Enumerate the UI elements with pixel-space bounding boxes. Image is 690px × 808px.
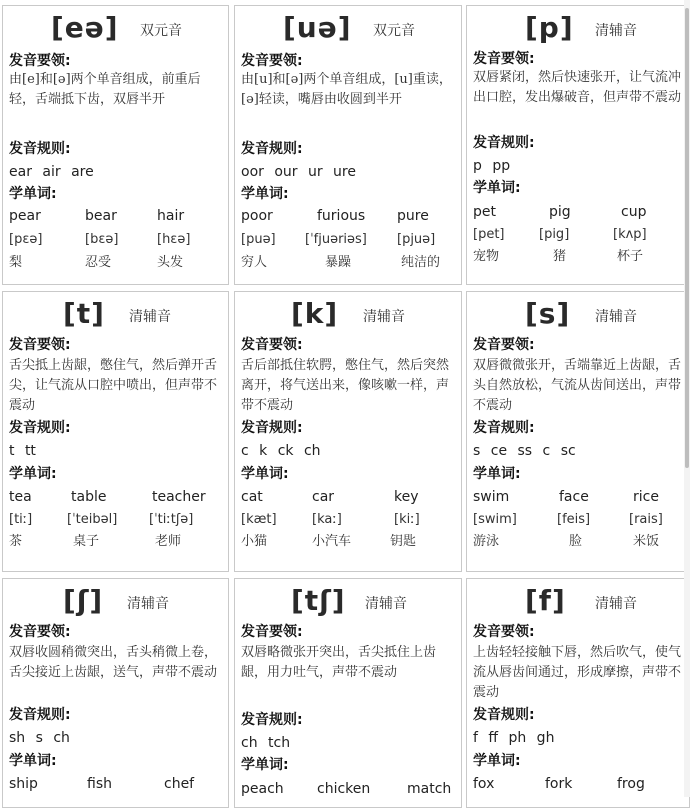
meaning: 暴躁 xyxy=(325,255,352,270)
tips-text: 由[u]和[ə]两个单音组成，[u]重读，[ə]轻读，嘴唇由收圆到半开 xyxy=(241,72,452,107)
phonetic-row xyxy=(9,230,228,250)
card-header xyxy=(235,6,461,48)
phoneme-type: 清辅音 xyxy=(595,596,637,612)
word: face xyxy=(559,489,589,505)
phoneme-card-t xyxy=(2,291,229,572)
rules-label: 发音规则: xyxy=(241,712,303,728)
rules-label: 发音规则: xyxy=(9,420,71,436)
phonetic: [pet] xyxy=(473,227,505,242)
tips-text: 由[e]和[ə]两个单音组成，前重后轻，舌端抵下齿，双唇半开 xyxy=(9,72,201,107)
word: rice xyxy=(633,489,659,505)
word-row xyxy=(473,202,689,222)
phonetic: [puə] xyxy=(241,232,276,247)
phonetic-row xyxy=(241,510,461,530)
word: peach xyxy=(241,781,284,797)
tips-text: 舌尖抵上齿龈，憋住气，然后弹开舌尖，让气流从口腔中喷出，但声带不震动 xyxy=(9,358,218,413)
meaning: 老师 xyxy=(155,534,182,549)
meaning: 梨 xyxy=(9,255,23,270)
word: swim xyxy=(473,489,510,505)
word: ship xyxy=(9,776,38,792)
words-label: 学单词: xyxy=(241,466,289,482)
phoneme-symbol: [eə] xyxy=(51,11,119,44)
meaning-row xyxy=(9,532,228,552)
rules-label: 发音规则: xyxy=(9,141,71,157)
word: pure xyxy=(397,208,429,224)
rules-label: 发音规则: xyxy=(241,141,303,157)
phoneme-type: 清辅音 xyxy=(595,309,637,325)
word: pet xyxy=(473,204,496,220)
phoneme-type: 清辅音 xyxy=(127,596,169,612)
meaning: 桌子 xyxy=(73,534,100,549)
scrollbar[interactable] xyxy=(684,0,690,797)
rules-text: s ce ss c sc xyxy=(473,443,576,459)
phonetic: [kʌp] xyxy=(613,227,647,242)
word: table xyxy=(71,489,107,505)
words-label: 学单词: xyxy=(9,466,57,482)
meaning: 米饭 xyxy=(633,534,660,549)
word-row xyxy=(9,487,228,507)
phoneme-card-s xyxy=(466,291,690,572)
meaning: 脸 xyxy=(569,534,583,549)
meaning: 头发 xyxy=(157,255,184,270)
rules-text: sh s ch xyxy=(9,730,70,746)
phonetic: [tiː] xyxy=(9,512,33,527)
tips-label: 发音要领: xyxy=(9,337,71,353)
rules-text: t tt xyxy=(9,443,36,459)
word: fish xyxy=(87,776,112,792)
phoneme-symbol: [t] xyxy=(63,297,105,330)
phoneme-card-k xyxy=(234,291,462,572)
tips-text: 双唇略微张开突出，舌尖抵住上齿龈，用力吐气，声带不震动 xyxy=(241,645,437,680)
meaning: 小猫 xyxy=(241,534,268,549)
tips-text: 双唇收圆稍微突出，舌头稍微上卷，舌尖接近上齿龈，送气，声带不震动 xyxy=(9,645,218,680)
phonetic-row xyxy=(241,230,461,250)
word: furious xyxy=(317,208,366,224)
word: cup xyxy=(621,204,647,220)
phonetic: [pεə] xyxy=(9,232,43,247)
meaning: 茶 xyxy=(9,534,23,549)
word-row xyxy=(241,779,461,799)
rules-text: ch tch xyxy=(241,735,291,751)
word-row xyxy=(473,774,689,794)
phoneme-type: 双元音 xyxy=(140,23,182,39)
meaning: 忍受 xyxy=(85,255,112,270)
card-header xyxy=(235,579,461,621)
phonetic: [ˈfjuəriəs] xyxy=(305,232,367,247)
phonetic: [bεə] xyxy=(85,232,119,247)
word: chicken xyxy=(317,781,371,797)
tips-label: 发音要领: xyxy=(473,337,535,353)
rules-label: 发音规则: xyxy=(473,135,535,151)
card-header xyxy=(3,292,228,334)
phonetic-row xyxy=(9,510,228,530)
meaning: 猪 xyxy=(553,249,567,264)
meaning: 宠物 xyxy=(473,249,500,264)
phonetic: [feis] xyxy=(557,512,591,527)
meaning: 杯子 xyxy=(617,249,644,264)
tips-text: 双唇紧闭，然后快速张开，让气流冲出口腔，发出爆破音，但声带不震动 xyxy=(473,70,682,105)
words-label: 学单词: xyxy=(241,186,289,202)
meaning-row xyxy=(9,253,228,273)
word: frog xyxy=(617,776,645,792)
phoneme-card-p xyxy=(466,5,690,285)
phoneme-symbol: [ʃ] xyxy=(63,584,104,617)
card-header xyxy=(3,579,228,621)
phonetic: [hεə] xyxy=(157,232,191,247)
word: chef xyxy=(164,776,195,792)
word: tea xyxy=(9,489,32,505)
tips-label: 发音要领: xyxy=(473,51,535,67)
rules-label: 发音规则: xyxy=(473,707,535,723)
words-label: 学单词: xyxy=(473,466,521,482)
words-label: 学单词: xyxy=(9,186,57,202)
word-row xyxy=(9,774,228,794)
tips-label: 发音要领: xyxy=(473,624,535,640)
card-header xyxy=(467,579,689,621)
phoneme-type: 清辅音 xyxy=(129,309,171,325)
phonetic-row xyxy=(473,510,689,530)
meaning: 穷人 xyxy=(241,255,268,270)
phoneme-card-ea xyxy=(2,5,229,285)
rules-text: ear air are xyxy=(9,164,94,180)
phoneme-symbol: [s] xyxy=(525,297,571,330)
meaning-row xyxy=(241,253,461,273)
card-header xyxy=(467,6,689,48)
meaning: 纯洁的 xyxy=(401,255,441,270)
phonetic: [pjuə] xyxy=(397,232,436,247)
word: fox xyxy=(473,776,495,792)
rules-label: 发音规则: xyxy=(473,420,535,436)
phoneme-symbol: [k] xyxy=(291,297,339,330)
phonetic: [pig] xyxy=(539,227,570,242)
rules-text: c k ck ch xyxy=(241,443,321,459)
scrollbar-thumb[interactable] xyxy=(685,8,689,468)
phoneme-symbol: [tʃ] xyxy=(291,584,346,617)
phonetic-row xyxy=(473,225,689,245)
phonetic: [kæt] xyxy=(241,512,277,527)
meaning-row xyxy=(473,247,689,267)
tips-text: 上齿轻轻接触下唇，然后吹气，使气流从唇齿间通过，形成摩擦，声带不震动 xyxy=(473,645,682,700)
phoneme-type: 清辅音 xyxy=(363,309,405,325)
rules-label: 发音规则: xyxy=(9,707,71,723)
meaning-row xyxy=(241,532,461,552)
words-label: 学单词: xyxy=(473,180,521,196)
card-header xyxy=(3,6,228,48)
word-row xyxy=(241,206,461,226)
phoneme-type: 双元音 xyxy=(373,23,415,39)
word: pig xyxy=(549,204,571,220)
phoneme-symbol: [p] xyxy=(525,11,574,44)
rules-label: 发音规则: xyxy=(241,420,303,436)
phoneme-type: 清辅音 xyxy=(365,596,407,612)
word: poor xyxy=(241,208,273,224)
tips-label: 发音要领: xyxy=(241,53,303,69)
card-header xyxy=(467,292,689,334)
word: cat xyxy=(241,489,263,505)
rules-text: oor our ur ure xyxy=(241,164,356,180)
words-label: 学单词: xyxy=(473,753,521,769)
phonetic: [ˈtiːtʃə] xyxy=(149,512,194,527)
word: hair xyxy=(157,208,185,224)
words-label: 学单词: xyxy=(241,757,289,773)
word: car xyxy=(312,489,335,505)
tips-label: 发音要领: xyxy=(241,337,303,353)
rules-text: p pp xyxy=(473,158,511,174)
meaning: 小汽车 xyxy=(312,534,352,549)
tips-label: 发音要领: xyxy=(9,53,71,69)
phonetic: [kiː] xyxy=(394,512,420,527)
phoneme-symbol: [uə] xyxy=(283,11,352,44)
card-header xyxy=(235,292,461,334)
word: bear xyxy=(85,208,117,224)
word: pear xyxy=(9,208,41,224)
phoneme-card-tsh xyxy=(234,578,462,808)
phonetic: [kaː] xyxy=(312,512,342,527)
words-label: 学单词: xyxy=(9,753,57,769)
tips-text: 舌后部抵住软腭，憋住气，然后突然离开，将气送出来，像咳嗽一样，声带不震动 xyxy=(241,358,450,413)
word-row xyxy=(241,487,461,507)
phonetic: [rais] xyxy=(629,512,663,527)
word-row xyxy=(473,487,689,507)
word: key xyxy=(394,489,419,505)
phoneme-symbol: [f] xyxy=(525,584,566,617)
rules-text: f ff ph gh xyxy=(473,730,555,746)
word-row xyxy=(9,206,228,226)
meaning-row xyxy=(473,532,689,552)
word: fork xyxy=(545,776,573,792)
phoneme-card-ua xyxy=(234,5,462,285)
phoneme-card-f xyxy=(466,578,690,808)
tips-label: 发音要领: xyxy=(9,624,71,640)
phoneme-type: 清辅音 xyxy=(595,23,637,39)
phonetic: [ˈteibəl] xyxy=(67,512,118,527)
tips-label: 发音要领: xyxy=(241,624,303,640)
word: match xyxy=(407,781,452,797)
meaning: 游泳 xyxy=(473,534,500,549)
phoneme-card-sh xyxy=(2,578,229,808)
tips-text: 双唇微微张开，舌端靠近上齿龈，舌头自然放松，气流从齿间送出，声带不震动 xyxy=(473,358,682,413)
word: teacher xyxy=(152,489,206,505)
phonetic: [swim] xyxy=(473,512,517,527)
meaning: 钥匙 xyxy=(390,534,417,549)
